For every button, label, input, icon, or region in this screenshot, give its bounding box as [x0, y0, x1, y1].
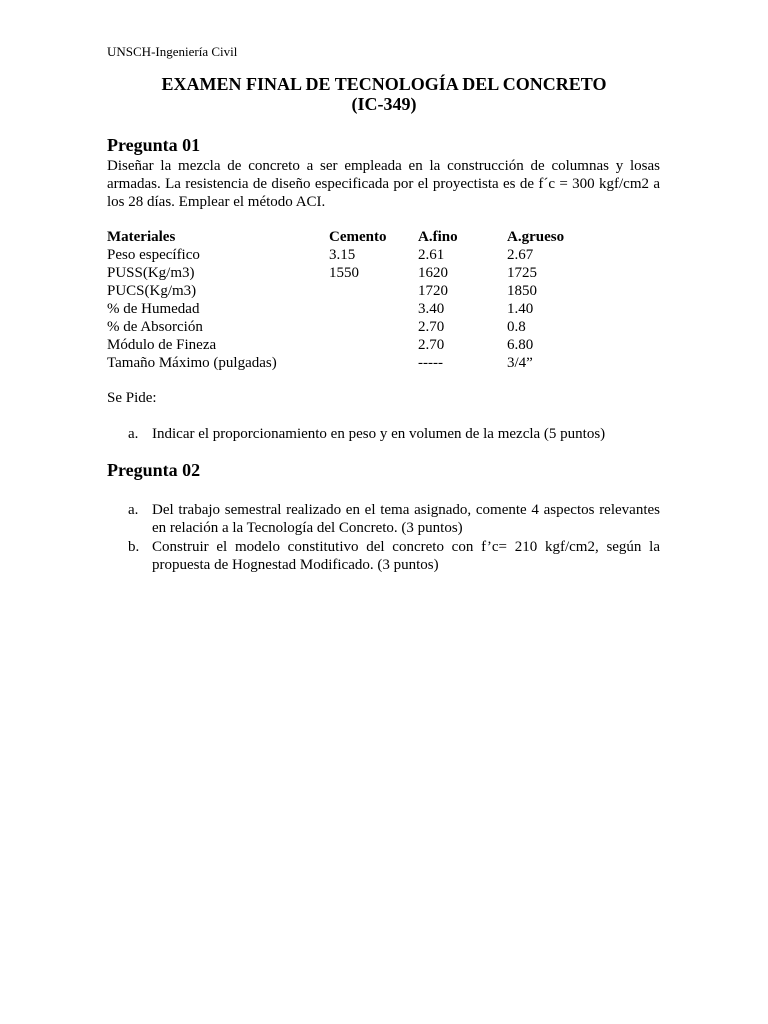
table-row	[107, 282, 627, 300]
table-cell	[329, 336, 418, 354]
list-marker: a.	[128, 426, 139, 442]
column-header-cemento: Cemento	[329, 229, 387, 245]
list-marker: b.	[128, 539, 140, 555]
se-pide-label: Se Pide:	[107, 390, 157, 406]
question-2-item-b	[128, 538, 660, 574]
table-cell: 1620	[418, 265, 448, 281]
exam-title-line-2: (IC-349)	[351, 94, 417, 114]
column-header-a-grueso: A.grueso	[507, 229, 565, 245]
table-cell: PUSS(Kg/m3)	[107, 265, 195, 281]
question-2-heading: Pregunta 02	[107, 460, 201, 480]
table-cell: 6.80	[507, 337, 534, 353]
table-cell: 1720	[418, 283, 448, 299]
table-cell	[329, 318, 418, 336]
column-header-a-fino: A.fino	[418, 229, 458, 245]
table-cell: 1550	[329, 265, 359, 281]
table-cell: -----	[418, 355, 443, 371]
list-item-text: Indicar el proporcionamiento en peso y en volumen de la mezcla (5 puntos)	[152, 426, 606, 442]
table-cell: 3/4”	[507, 355, 533, 371]
table-cell: Tamaño Máximo (pulgadas)	[107, 355, 277, 371]
question-1-heading: Pregunta 01	[107, 135, 201, 155]
column-header-materiales: Materiales	[107, 229, 176, 245]
table-row	[107, 264, 627, 282]
table-cell: PUCS(Kg/m3)	[107, 283, 197, 299]
question-1-statement: Diseñar la mezcla de concreto a ser empleada en la construcción de columnas y losas armadas. La resistencia de diseño especificada por el proyectista es de f´c = 300 kgf/cm2 a los 28 días. Emplear el método ACI.	[107, 158, 660, 210]
table-cell	[329, 354, 418, 372]
table-cell: 2.61	[418, 247, 445, 263]
table-row	[107, 318, 627, 336]
exam-title	[0, 74, 768, 114]
table-row	[107, 336, 627, 354]
exam-title-line-1: EXAMEN FINAL DE TECNOLOGÍA DEL CONCRETO	[161, 74, 607, 94]
table-cell: 0.8	[507, 319, 526, 335]
table-header-row	[107, 228, 627, 246]
table-cell: Módulo de Fineza	[107, 337, 217, 353]
table-cell: 3.40	[418, 301, 445, 317]
question-1-item-a	[128, 425, 660, 443]
table-row	[107, 300, 627, 318]
table-cell: 1725	[507, 265, 537, 281]
institution-header: UNSCH-Ingeniería Civil	[107, 44, 238, 59]
table-cell: Peso específico	[107, 247, 200, 263]
list-marker: a.	[128, 502, 139, 518]
table-cell	[329, 300, 418, 318]
table-cell: % de Humedad	[107, 301, 200, 317]
materials-table	[107, 228, 627, 372]
list-item-text: Construir el modelo constitutivo del concreto con f’c= 210 kgf/cm2, según la propuesta de Hognestad Modificado. (3 puntos)	[152, 539, 660, 573]
table-cell: 2.70	[418, 337, 445, 353]
table-cell	[329, 282, 418, 300]
table-cell: 2.67	[507, 247, 534, 263]
question-2-item-a	[128, 501, 660, 537]
table-cell: 1850	[507, 283, 537, 299]
table-row	[107, 354, 627, 372]
table-row	[107, 246, 627, 264]
table-cell: 1.40	[507, 301, 534, 317]
table-cell: % de Absorción	[107, 319, 203, 335]
table-cell: 2.70	[418, 319, 445, 335]
table-cell: 3.15	[329, 247, 356, 263]
list-item-text: Del trabajo semestral realizado en el tema asignado, comente 4 aspectos relevantes en relación a la Tecnología del Concreto. (3 puntos)	[152, 502, 660, 536]
